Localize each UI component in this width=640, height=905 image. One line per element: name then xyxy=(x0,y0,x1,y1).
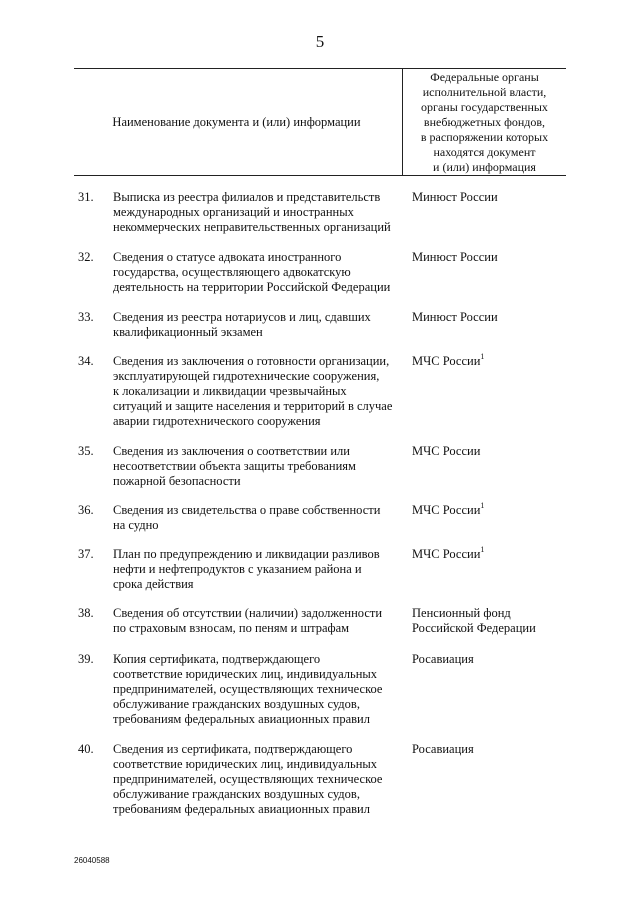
footnote-mark: 1 xyxy=(480,501,485,510)
row-document: Выписка из реестра филиалов и представительств международных организаций и иностранных некоммерческих неправительственных организаций xyxy=(113,190,391,234)
row-authority xyxy=(412,354,572,369)
row-document: Сведения из заключения о соответствии или несоответствии объекта защиты требованиям пожарной безопасности xyxy=(113,444,356,488)
row-authority xyxy=(412,503,572,518)
row-authority xyxy=(412,547,572,562)
authority-name: Минюст России xyxy=(412,190,498,204)
row-document: Сведения из реестра нотариусов и лиц, сдавших квалификационный экзамен xyxy=(113,310,371,339)
row-number: 31. xyxy=(78,190,94,204)
document-code: 26040588 xyxy=(74,856,110,865)
row-number: 36. xyxy=(78,503,94,517)
row-document: Сведения об отсутствии (наличии) задолженности по страховым взносам, по пеням и штрафам xyxy=(113,606,383,635)
authority-name: Росавиация xyxy=(412,742,474,756)
authority-name: МЧС России xyxy=(412,547,481,561)
row-number: 40. xyxy=(78,742,94,756)
authority-name: МЧС России xyxy=(412,444,481,458)
row-authority xyxy=(412,190,572,205)
row-authority xyxy=(412,652,572,667)
row-number: 32. xyxy=(78,250,94,264)
authority-name: МЧС России xyxy=(412,503,481,517)
header-authority: Федеральные органы исполнительной власти, органы государственных внебюджетных фондов, в распоряжении которых находятся документ и (или) информация xyxy=(402,69,566,175)
row-number: 38. xyxy=(78,606,94,620)
row-document: План по предупреждению и ликвидации разливов нефти и нефтепродуктов с указанием района и срока действия xyxy=(113,547,380,591)
row-authority xyxy=(412,250,572,265)
header-document-name: Наименование документа и (или) информации xyxy=(112,114,361,129)
row-number: 35. xyxy=(78,444,94,458)
footnote-mark: 1 xyxy=(480,352,485,361)
row-number: 33. xyxy=(78,310,94,324)
row-number: 37. xyxy=(78,547,94,561)
row-document: Сведения из заключения о готовности организации, эксплуатирующей гидротехнические сооружения, к локализации и ликвидации чрезвычайных ситуаций и защите населения и территорий в случае аварии гидротехнического сооружения xyxy=(113,354,393,428)
row-document: Сведения о статусе адвоката иностранного государства, осуществляющего адвокатскую деятельность на территории Российской Федерации xyxy=(113,250,391,294)
row-number: 34. xyxy=(78,354,94,368)
row-document: Копия сертификата, подтверждающего соответствие юридических лиц, индивидуальных предпринимателей, осуществляющих техническое обслуживание гражданских воздушных судов, требованиям федеральных авиационных правил xyxy=(113,652,383,726)
footnote-mark: 1 xyxy=(480,545,485,554)
row-document: Сведения из сертификата, подтверждающего соответствие юридических лиц, индивидуальных предпринимателей, осуществляющих техническое обслуживание гражданских воздушных судов, требованиям федеральных авиационных правил xyxy=(113,742,383,816)
row-authority xyxy=(412,444,572,459)
authority-name: Минюст России xyxy=(412,250,498,264)
row-authority xyxy=(412,742,572,757)
authority-name: Пенсионный фонд Российской Федерации xyxy=(412,606,536,635)
table-header xyxy=(74,68,566,176)
row-number: 39. xyxy=(78,652,94,666)
row-document: Сведения из свидетельства о праве собственности на судно xyxy=(113,503,381,532)
authority-name: МЧС России xyxy=(412,354,481,368)
row-authority xyxy=(412,310,572,325)
authority-name: Росавиация xyxy=(412,652,474,666)
row-authority xyxy=(412,606,572,636)
page-number: 5 xyxy=(315,32,325,51)
authority-name: Минюст России xyxy=(412,310,498,324)
